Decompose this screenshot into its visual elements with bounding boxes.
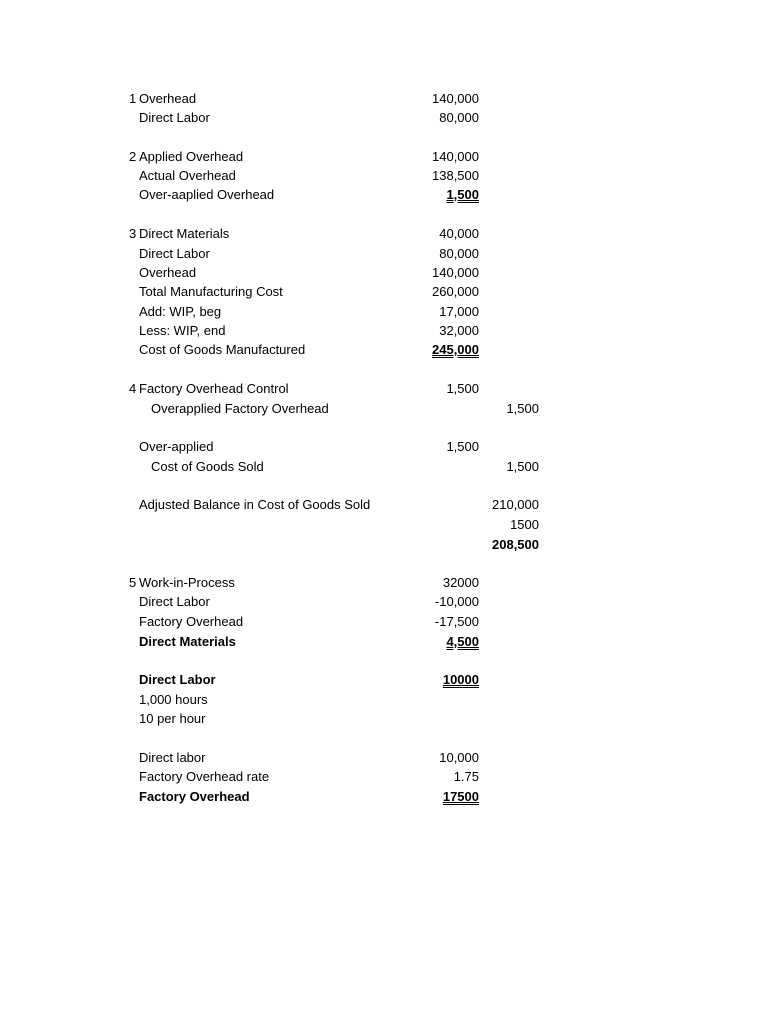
row-4-adjusted-balance: [0, 495, 768, 514]
row-5-factory-overhead-total: [0, 787, 768, 806]
row-3-wip-beg: [0, 302, 768, 321]
row-5-hours: [0, 690, 768, 709]
section-number: 3: [129, 226, 137, 241]
row-label: Over-applied: [139, 439, 214, 454]
amount-col1: 140,000: [432, 91, 479, 106]
amount-col1: -17,500: [434, 614, 479, 629]
row-3-direct-materials: [0, 224, 768, 243]
row-4-overapplied-factory-overhead: [0, 399, 768, 418]
row-label: Overhead: [139, 91, 197, 106]
amount-col1: 40,000: [439, 226, 479, 241]
amount-col1: 140,000: [432, 149, 479, 164]
row-label: Factory Overhead: [139, 614, 244, 629]
row-label: 10 per hour: [139, 711, 206, 726]
row-label: Factory Overhead Control: [139, 381, 289, 396]
row-label: Direct Labor: [139, 672, 216, 687]
amount-total: 17500: [442, 789, 479, 804]
row-5-factory-overhead: [0, 612, 768, 631]
section-number: 1: [129, 91, 137, 106]
row-2-applied-overhead: [0, 147, 768, 166]
row-4-factory-overhead-control: [0, 379, 768, 398]
row-label: 1,000 hours: [139, 692, 208, 707]
row-3-wip-end: [0, 321, 768, 340]
row-4-adjustment: [0, 515, 768, 534]
amount-col1: 1,500: [446, 439, 479, 454]
amount-col1: 32000: [442, 575, 479, 590]
row-label: Overhead: [139, 265, 197, 280]
row-label: Direct Materials: [139, 634, 236, 649]
row-label: Less: WIP, end: [139, 323, 226, 338]
row-label: Direct Materials: [139, 226, 230, 241]
section-number: 5: [129, 575, 137, 590]
row-5-work-in-process: [0, 573, 768, 592]
row-3-direct-labor: [0, 244, 768, 263]
amount-col2: 210,000: [492, 497, 539, 512]
row-5-direct-labor-base: [0, 748, 768, 767]
row-4-cost-of-goods-sold: [0, 457, 768, 476]
row-1-direct-labor: [0, 108, 768, 127]
amount-col2: 1,500: [506, 459, 539, 474]
amount-col1: 260,000: [432, 284, 479, 299]
row-label: Work-in-Process: [139, 575, 235, 590]
row-label: Over-aaplied Overhead: [139, 187, 275, 202]
row-4-adjusted-total: [0, 535, 768, 554]
amount-total: 10000: [442, 672, 479, 687]
row-label: Direct Labor: [139, 594, 210, 609]
row-3-overhead: [0, 263, 768, 282]
row-label: Direct Labor: [139, 110, 210, 125]
amount-col1: 17,000: [439, 304, 479, 319]
row-label: Cost of Goods Manufactured: [139, 342, 306, 357]
row-label: Direct labor: [139, 750, 206, 765]
row-label: Total Manufacturing Cost: [139, 284, 283, 299]
row-label: Cost of Goods Sold: [151, 459, 264, 474]
amount-col1: 138,500: [432, 168, 479, 183]
row-label: Factory Overhead: [139, 789, 250, 804]
amount-col1: 140,000: [432, 265, 479, 280]
row-1-overhead: [0, 89, 768, 108]
amount-col1: 32,000: [439, 323, 479, 338]
row-3-cogm: [0, 340, 768, 359]
row-label: Applied Overhead: [139, 149, 244, 164]
row-label: Add: WIP, beg: [139, 304, 222, 319]
amount-col1: 10,000: [439, 750, 479, 765]
row-3-total-manufacturing-cost: [0, 282, 768, 301]
row-2-actual-overhead: [0, 166, 768, 185]
amount-col1: 1.75: [453, 769, 479, 784]
amount-col1: 80,000: [439, 110, 479, 125]
row-label: Factory Overhead rate: [139, 769, 270, 784]
section-number: 4: [129, 381, 137, 396]
amount-total: 1,500: [446, 187, 479, 202]
row-5-direct-labor-total: [0, 670, 768, 689]
row-label: Actual Overhead: [139, 168, 236, 183]
row-5-rate: [0, 709, 768, 728]
amount-total: 208,500: [492, 537, 539, 552]
amount-total: 245,000: [432, 342, 479, 357]
row-2-overapplied-overhead: [0, 185, 768, 204]
amount-col2: 1500: [510, 517, 539, 532]
row-label: Overapplied Factory Overhead: [151, 401, 329, 416]
amount-col1: -10,000: [434, 594, 479, 609]
row-5-direct-labor: [0, 592, 768, 611]
amount-col2: 1,500: [506, 401, 539, 416]
row-label: Adjusted Balance in Cost of Goods Sold: [139, 497, 371, 512]
row-5-overhead-rate: [0, 767, 768, 786]
amount-total: 4,500: [446, 634, 479, 649]
amount-col1: 80,000: [439, 246, 479, 261]
row-4-over-applied: [0, 437, 768, 456]
section-number: 2: [129, 149, 137, 164]
row-5-direct-materials: [0, 632, 768, 651]
row-label: Direct Labor: [139, 246, 210, 261]
amount-col1: 1,500: [446, 381, 479, 396]
